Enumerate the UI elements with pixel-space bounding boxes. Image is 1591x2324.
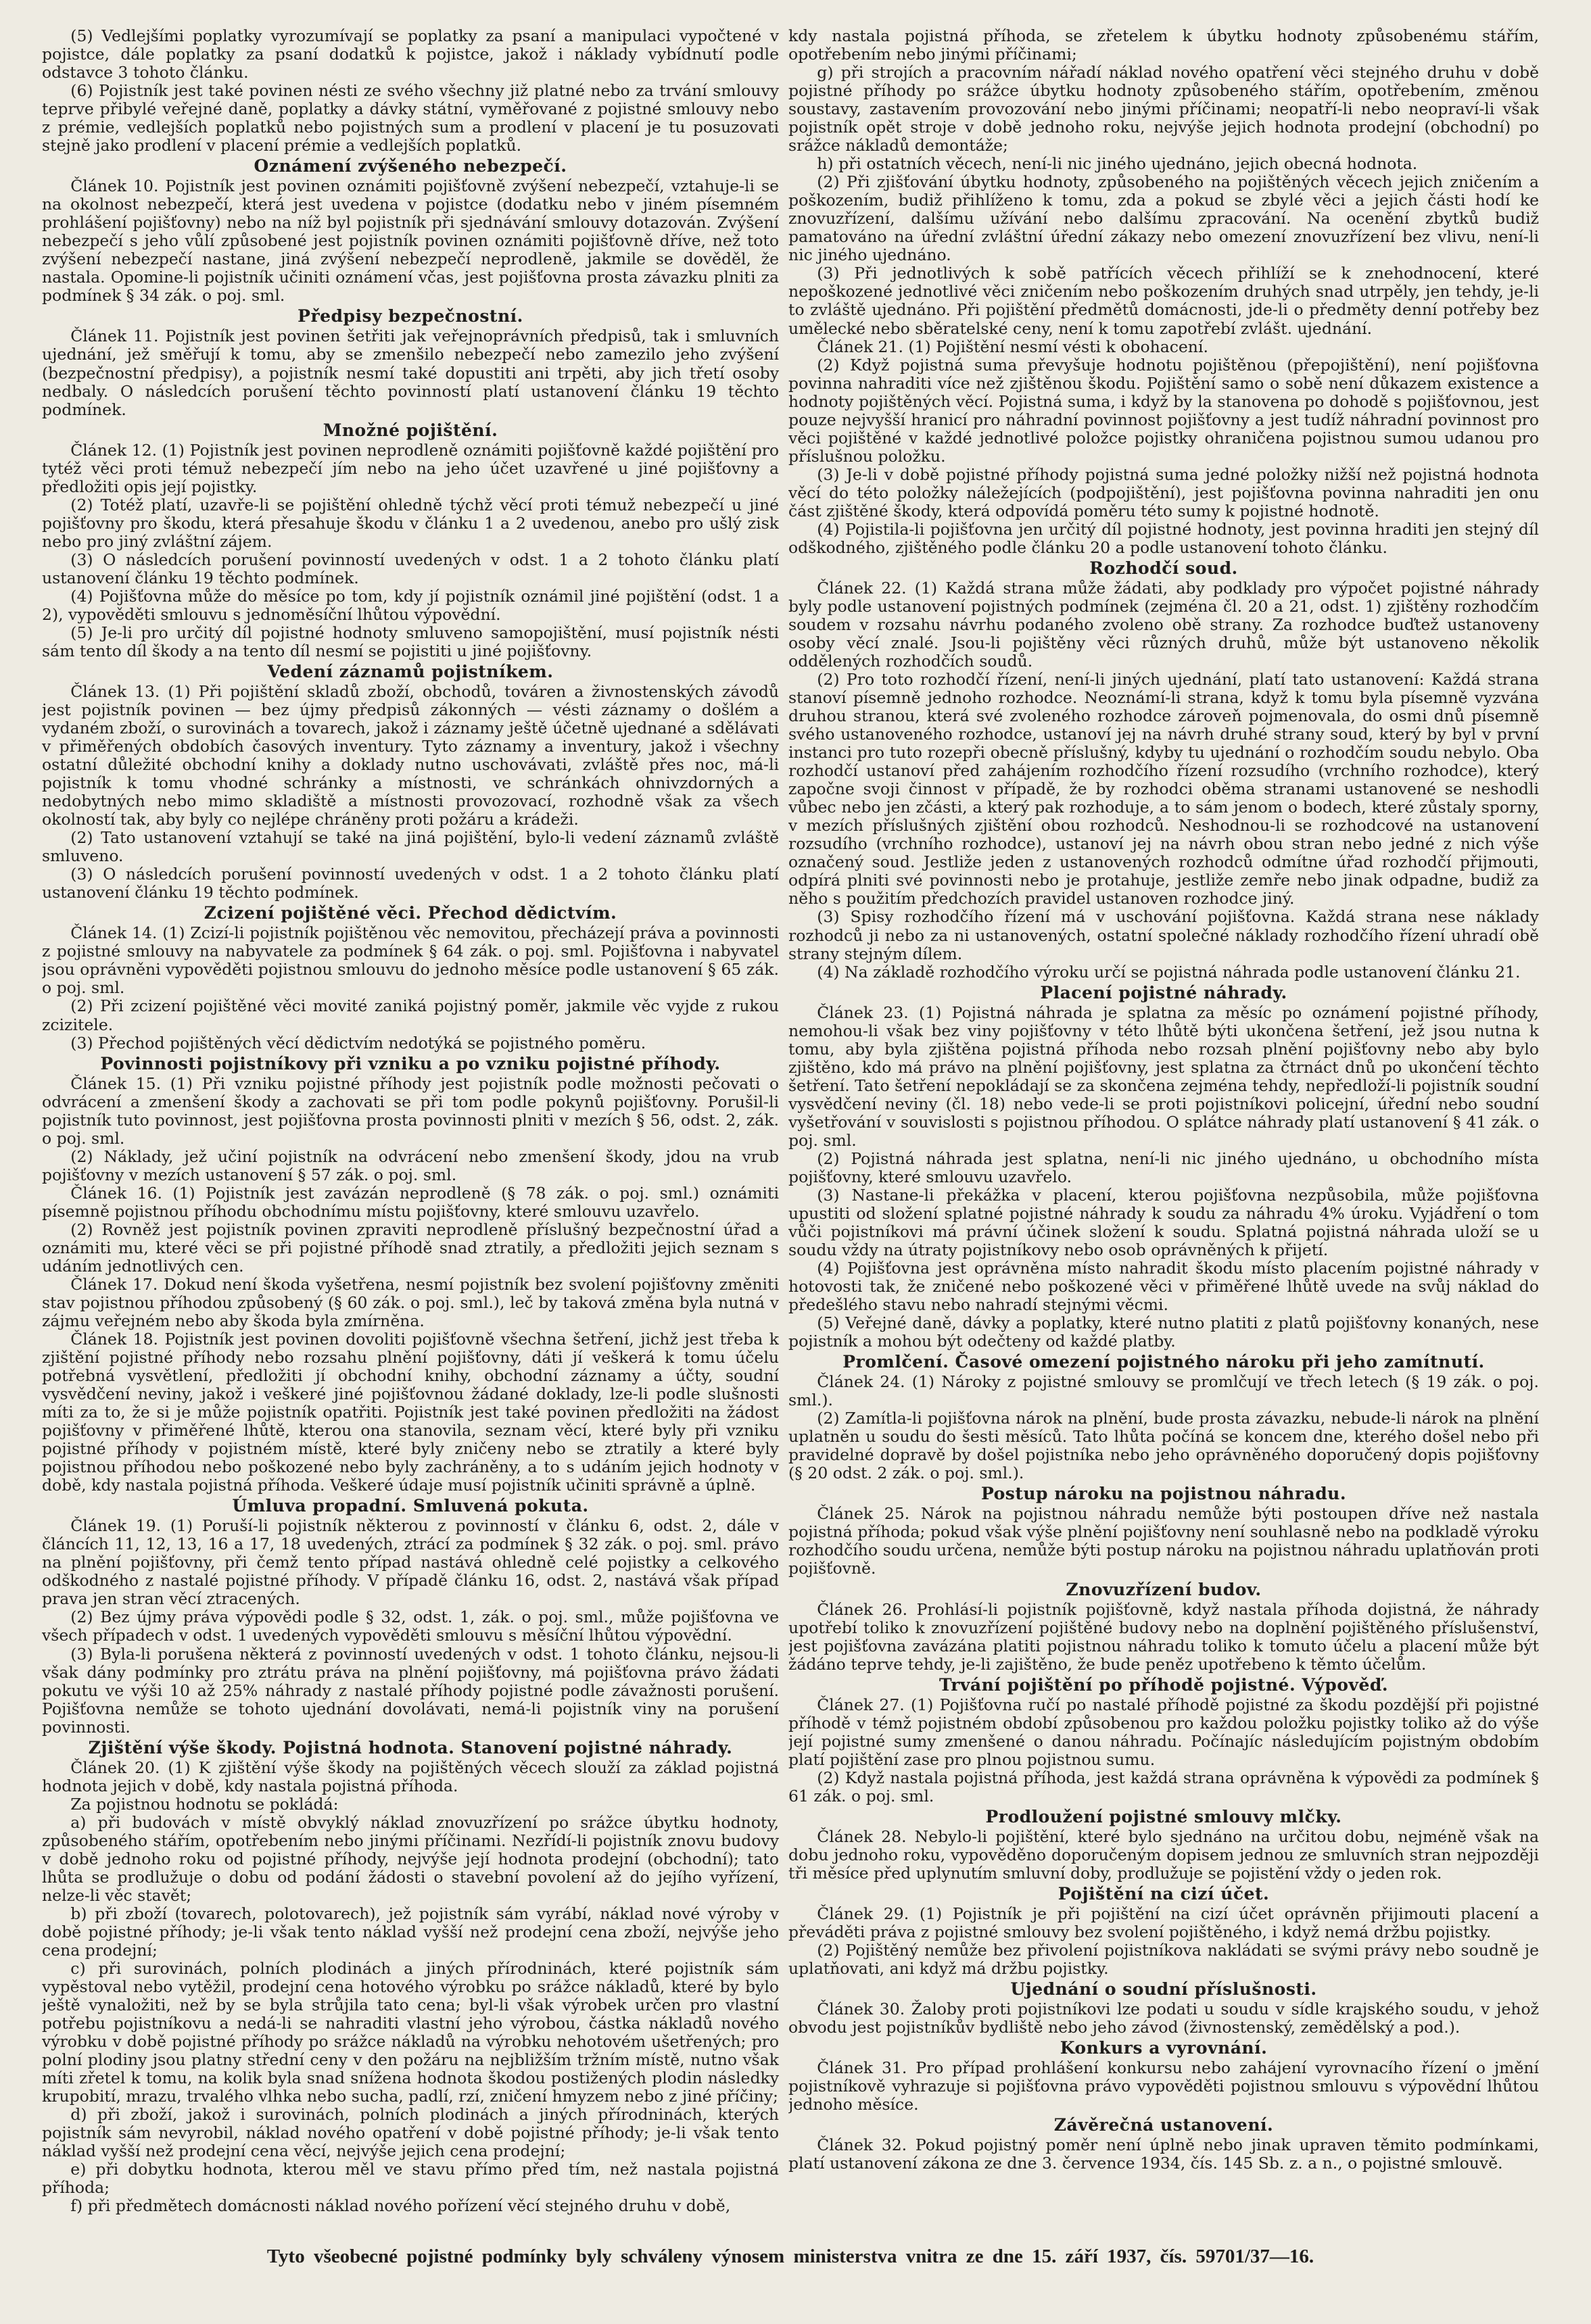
paragraph: a) při budovách v místě obvyklý náklad znovuzřízení po srážce úbytku hodnoty, způsobeného stářím, opotřebením nebo jinými příčinami. Nezřídí-li pojistník znovu budovy v době jednoho roku od pojistné příhody, nejvýše její hodnota prodejní (obchodní); tato lhůta se prodlužuje o dobu od podání žádosti o stavební povolení až do jejího vyřízení, nelze-li věc stavět; [42, 1812, 779, 1905]
paragraph: (4) Pojišťovna jest oprávněna místo nahradit škodu místo placením pojistné náhrady v hotovosti tak, že zničené nebo poškozené věci v přiměřené lhůtě uvede na svůj náklad do předešlého stavu nebo nahradí stejnými věcmi. [788, 1259, 1539, 1315]
paragraph: f) při předmětech domácnosti náklad nového pořízení věcí stejného druhu v době, [70, 2196, 731, 2216]
paragraph: Článek 26. Prohlásí-li pojistník pojišťovně, když nastala příhoda dojistná, že náhrady upotřebí toliko k znovuzřízení pojištěné budovy nebo na doplnění pojištěného příslušenství, jest pojišťovna zavázána platiti pojistnou náhradu toliko k tomuto účelu a placení může být žádáno teprve tehdy, je-li zajištěno, že bude peněz upotřebeno k těmto účelům. [788, 1599, 1539, 1674]
section-heading: Množné pojištění. [323, 420, 498, 440]
paragraph: (4) Pojistila-li pojišťovna jen určitý díl pojistné hodnoty, jest povinna hraditi jen stejný díl odškodného, zjištěného podle článku 20 a podle ustanovení tohoto článku. [788, 519, 1539, 557]
section-heading: Promlčení. Časové omezení pojistného nároku při jeho zamítnutí. [842, 1352, 1485, 1372]
section-heading: Závěrečná ustanovení. [1053, 2115, 1274, 2135]
paragraph: (3) Byla-li porušena některá z povinností uvedených v odst. 1 tohoto článku, nejsou-li však dány podmínky pro ztrátu práva na plnění pojišťovny, má pojišťovna právo žádati pokutu ve výši 10 až 25% náhrady z nastalé příhody pojistné podle závažnosti porušení. Pojišťovna nemůže se tohoto ujednání dovolávati, nemá-li pojistník viny na porušení povinnosti. [42, 1644, 779, 1737]
paragraph: Článek 23. (1) Pojistná náhrada je splatna za měsíc po oznámení pojistné příhody, nemohou-li však bez viny pojišťovny v této lhůtě býti ukončena šetření, jež jsou nutna k tomu, aby byla zjištěna pojistná příhoda nebo rozsah plnění pojišťovny nebo aby bylo zjištěno, kdo má právo na plnění pojišťovny, jest splatna za čtrnáct dnů po ukončení těchto šetření. Tato šetření nepokládají se za skončena zejména tehdy, nepředloží-li pojistník soudní vysvědčení neviny (čl. 18) nebo vede-li se proti pojistníkovi policejní, úřední nebo soudní vyšetřování v souvislosti s pojistnou příhodou. O splátce náhrady platí ustanovení § 41 zák. o poj. sml. [788, 1002, 1539, 1150]
section-heading: Znovuzřízení budov. [1066, 1579, 1262, 1599]
paragraph: (4) Pojišťovna může do měsíce po tom, kdy jí pojistník oznámil jiné pojištění (odst. 1 a 2), vypověděti smlouvu s jednoměsíční lhůtou výpovědní. [42, 586, 779, 624]
section-heading: Oznámení zvýšeného nebezpečí. [254, 156, 567, 176]
section-heading: Konkurs a vyrovnání. [1060, 2038, 1268, 2058]
paragraph: (2) Když pojistná suma převyšuje hodnotu pojištěnou (přepojištění), není pojišťovna povinna nahraditi více než zjištěnou škodu. Pojištění samo o sobě není důkazem existence a hodnoty pojištěných věcí. Pojistná suma, i když by la stanovena po dohodě s pojišťovnou, jest pouze nejvyšší hranicí pro náhradní povinnost pojišťovny a jest tudíž náhradní povinnost pro věci pojištěné v každé jednotlivé položce pojistky ohraničena pojistnou sumou udanou pro příslušnou položku. [788, 355, 1539, 466]
paragraph: (2) Totéž platí, uzavře-li se pojištění ohledně týchž věcí proti témuž nebezpečí u jiné pojišťovny pro škodu, která přesahuje škodu v článku 1 a 2 uvedenou, anebo pro ušlý zisk nebo pro jiný zvláštní zájem. [42, 495, 779, 551]
paragraph: (5) Veřejné daně, dávky a poplatky, které nutno platiti z platů pojišťovny konaných, nese pojistník a mohou být odečteny od každé platby. [788, 1313, 1539, 1351]
section-heading: Placení pojistné náhrady. [1040, 982, 1287, 1002]
paragraph: (3) O následcích porušení povinností uvedených v odst. 1 a 2 tohoto článku platí ustanovení článku 19 těchto podmínek. [42, 865, 779, 902]
section-heading: Vedení záznamů pojistníkem. [267, 661, 554, 681]
section-heading: Povinnosti pojistníkovy při vzniku a po vzniku pojistné příhody. [100, 1053, 721, 1073]
paragraph: Za pojistnou hodnotu se pokládá: [70, 1794, 339, 1814]
paragraph: (2) Pojištěný nemůže bez přivolení pojistníkova nakládati se svými právy nebo soudně je uplatňovati, ani když má držbu pojistky. [788, 1940, 1539, 1978]
paragraph: (2) Při zjišťování úbytku hodnoty, způsobeného na pojištěných věcech jejich zničením a poškozením, budiž přihlíženo k tomu, zda a pokud se zbylé věci a jejich části hodí ke znovuzřízení, dalšímu užívání nebo dalšímu zpracování. Na ocenění zbytků budiž pamatováno na úřední zvláštní úřední zákazy nebo omezení znovuzřízení bez vlivu, není-li nic jiného ujednáno. [788, 172, 1539, 265]
paragraph: Článek 25. Nárok na pojistnou náhradu nemůže býti postoupen dříve než nastala pojistná příhoda; pokud však výše plnění pojišťovny není souhlasně nebo na podkladě výroku rozhodčího soudu určena, nemůže býti postup nároku na pojistnou náhradu uplatňován proti pojišťovně. [788, 1504, 1539, 1578]
paragraph: Článek 24. (1) Nároky z pojistné smlouvy se promlčují ve třech letech (§ 19 zák. o poj. sml.). [788, 1372, 1539, 1410]
paragraph: (2) Zamítla-li pojišťovna nárok na plnění, bude prosta závazku, nebude-li nárok na plnění uplatněn u soudu do šesti měsíců. Tato lhůta počíná se koncem dne, kterého došel nebo při pravidelné dopravě by došel pojistníka nebo jeho oprávněného doporučený dopis pojišťovny (§ 20 odst. 2 zák. o poj. sml.). [788, 1409, 1539, 1483]
paragraph: Článek 27. (1) Pojišťovna ručí po nastalé příhodě pojistné za škodu pozdější při pojistné příhodě v témž pojistném období způsobenou pro každou položku pojistky toliko až do výše její pojistné sumy zmenšené o danou náhradu. Počínajíc následujícím pojistným obdobím platí pojištění zase pro plnou pojistnou sumu. [788, 1695, 1539, 1769]
paragraph: Článek 30. Žaloby proti pojistníkovi lze podati u soudu v sídle krajského soudu, v jehož obvodu jest pojistníkův bydliště nebo jeho závod (živnostenský, zemědělský a pod.). [788, 2000, 1539, 2037]
paragraph: Článek 15. (1) Při vzniku pojistné příhody jest pojistník podle možnosti pečovati o odvrácení a zmenšení škody a zachovati se při tom podle pokynů pojišťovny. Porušil-li pojistník tuto povinnost, jest pojišťovna prosta povinnosti plniti v mezích § 56, odst. 2, zák. o poj. sml. [42, 1073, 779, 1148]
paragraph: Článek 10. Pojistník jest povinen oznámiti pojišťovně zvýšení nebezpečí, vztahuje-li se na okolnost nebezpečí, která jest uvedena v pojistce (dodatku nebo v jiném písemném prohlášení pojišťovny) nebo na níž byl pojistník při sjednávání smlouvy dotazován. Zvýšení nebezpečí s jeho vůlí způsobené jest pojistník povinen oznámiti pojišťovně dříve, než toto zvýšení nebezpečí nastane, jiná zvýšení nebezpečí neprodleně, jakmile se dověděl, že nastala. Opomine-li pojistník učiniti oznámení včas, jest pojišťovna prosta závazku plniti za podmínek § 34 zák. o poj. sml. [42, 176, 779, 306]
paragraph: Článek 31. Pro případ prohlášení konkursu nebo zahájení vyrovnacího řízení o jmění pojistníkově vyhrazuje si pojišťovna právo vypověděti pojistnou smlouvu s výpovědní lhůtou jednoho měsíce. [788, 2058, 1539, 2114]
paragraph: (2) Pojistná náhrada jest splatna, není-li nic jiného ujednáno, u obchodního místa pojišťovny, které smlouvu uzavřelo. [788, 1148, 1539, 1186]
section-heading: Zcizení pojištěné věci. Přechod dědictvím. [204, 903, 617, 923]
paragraph: (4) Na základě rozhodčího výroku určí se pojistná náhrada podle ustanovení článku 21. [817, 962, 1521, 982]
paragraph: Článek 20. (1) K zjištění výše škody na pojištěných věcech slouží za základ pojistná hodnota jejich v době, kdy nastala pojistná příhoda. [42, 1758, 779, 1795]
approval-footer: Tyto všeobecné pojistné podmínky byly schváleny výnosem ministerstva vnitra ze dne 15. září 1937, čís. 59701/37—16. [266, 2246, 1314, 2267]
paragraph: (5) Vedlejšími poplatky vyrozumívají se poplatky za psaní a manipulaci vypočtené v pojistce, dále poplatky za psaní dodatků k pojistce, jakož i náklady vybídnutí podle odstavce 3 tohoto článku. [42, 27, 779, 82]
paragraph: (3) Přechod pojištěných věcí dědictvím nedotýká se pojistného poměru. [70, 1033, 646, 1052]
paragraph: Článek 11. Pojistník jest povinen šetřiti jak veřejnoprávních předpisů, tak i smluvních ujednání, jež směřují k tomu, aby se zmenšilo nebezpečí nebo zamezilo jeho zvýšení (bezpečnostní předpisy), a pojistník nesmí také dopustiti ani trpěti, aby jich třetí osoby nedbaly. O následcích porušení těchto povinností platí ustanovení článku 19 těchto podmínek. [42, 326, 779, 419]
paragraph: d) při zboží, jakož i surovinách, polních plodinách a jiných přírodninách, kterých pojistník sám nevyrobil, náklad nového opatření v době pojistné příhody; je-li však tento náklad vyšší než prodejní cena věcí, nejvýše jejich cena prodejní; [42, 2105, 779, 2161]
paragraph: Článek 29. (1) Pojistník je při pojištění na cizí účet oprávněn přijimouti placení a převáděti práva z pojistné smlouvy bez svolení pojištěného, i když nemá držbu pojistky. [788, 1904, 1539, 1941]
paragraph: (3) Je-li v době pojistné příhody pojistná suma jedné položky nižší než pojistná hodnota věcí do této položky náležejících (podpojištění), jest pojišťovna povinna nahraditi jen onu část zjištěné škody, která odpovídá poměru této sumy k pojistné hodnotě. [788, 464, 1539, 521]
paragraph: Článek 12. (1) Pojistník jest povinen neprodleně oznámiti pojišťovně každé pojištění pro tytéž věci proti témuž nebezpečí jím nebo na jeho účet uzavřené u jiné pojišťovny a předložiti opis její pojistky. [42, 440, 779, 496]
paragraph: Článek 19. (1) Poruší-li pojistník některou z povinností v článku 6, odst. 2, dále v článcích 11, 12, 13, 16 a 17, 18 uvedených, ztrácí za podmínek § 32 zák. o poj. sml. právo na plnění pojišťovny, při čemž tento případ nastává ohledně celé pojistky a celkového odškodného z nastalé pojistné příhody. V případě článku 16, odst. 2, nastává však případ prava jen stran věcí ztracených. [42, 1516, 779, 1609]
section-heading: Rozhodčí soud. [1089, 558, 1238, 578]
paragraph: (3) Při jednotlivých k sobě patřících věcech přihlíží se k znehodnocení, které nepoškozené jednotlivé věci zničením nebo poškozením druhých snad utrpěly, jen tehdy, je-li to zvláště ujednáno. Při pojištění předmětů domácnosti, jde-li o předměty denní potřeby bez umělecké nebo sběratelské ceny, není k tomu zapotřebí zvlášt. ujednání. [788, 264, 1539, 338]
section-heading: Trvání pojištění po příhodě pojistné. Výpověď. [939, 1674, 1389, 1695]
paragraph: c) při surovinách, polních plodinách a jiných přírodninách, které pojistník sám vypěstoval nebo vytěžil, prodejní cena hotového výrobku po srážce nákladů, které by bylo ještě vynaložiti, než by se byla strůjila tato cena; byl-li však výrobek určen pro vlastní potřebu pojistníkovu a nedá-li se nahraditi vlastní jeho výrobou, částka nákladů nového výrobku v době pojistné příhody po srážce nákladů na výrobku nehotovém ušetřených; pro polní plodiny jsou platny střední ceny v den požáru na nejbližším tržním místě, nutno však míti zřetel k tomu, na kolik byla snad snížena hodnota škodou postižených plodin následky krupobití, mrazu, trvalého vlhka nebo sucha, padlí, rzí, zničení hmyzem nebo z jiné příčiny; [42, 1959, 779, 2106]
paragraph: Článek 22. (1) Každá strana může žádati, aby podklady pro výpočet pojistné náhrady byly podle ustanovení pojistných podmínek (zejména čl. 20 a 21, odst. 1) zjištěny rozhodčím soudem v rozsahu návrhu podaného zvoleno obě strany. Za rozhodce buďtež ustanoveny osoby věcí znalé. Jsou-li pojištěny věci různých druhů, může být ustanoveno několik oddělených rozhodčích soudů. [788, 578, 1539, 671]
paragraph: (2) Když nastala pojistná příhoda, jest každá strana oprávněna k výpovědi za podmínek § 61 zák. o poj. sml. [788, 1768, 1539, 1806]
section-heading: Ujednání o soudní příslušnosti. [1010, 1979, 1317, 2000]
paragraph: Článek 28. Nebylo-li pojištění, které bylo sjednáno na určitou dobu, nejméně však na dobu jednoho roku, vypověděno doporučeným dopisem jednou ze smluvních stran nejpozději tři měsíce před uplynutím smluvní doby, prodlužuje se pojistění vždy o jeden rok. [788, 1826, 1539, 1883]
paragraph: (6) Pojistník jest také povinen nésti ze svého všechny již platné nebo za trvání smlouvy teprve přibylé veřejné daně, poplatky a dávky státní, vyměřované z pojistné smlouvy nebo z prémie, vedlejších poplatků nebo pojistných sum a prodlení v placení je tu posuzovati stejně jako prodlení v placení prémie a vedlejších poplatků. [42, 81, 779, 155]
section-heading: Úmluva propadní. Smluvená pokuta. [232, 1496, 589, 1516]
paragraph: b) při zboží (tovarech, polotovarech), jež pojistník sám vyrábí, náklad nové výroby v době pojistné příhody; je-li však tento náklad vyšší než prodejní cena zboží, nejvýše jeho cena prodejní; [42, 1904, 779, 1960]
paragraph: (2) Pro toto rozhodčí řízení, není-li jiných ujednání, platí tato ustanovení: Každá strana stanoví písemně jednoho rozhodce. Neoznámí-li strana, když k tomu byla písemně vyzvána druhou stranou, která své zvoleného rozhodce zároveň pojmenovala, do osmi dnů písemně svého ustanoveného rozhodce, ustanoví jej na návrh druhé strany soud, který by byl v první instanci pro tuto rozepři obecně příslušný, kdyby tu ujednání o rozhodčím soudu nebylo. Oba rozhodčí ustanoví před zahájením rozhodčího řízení rozsudího (vrchního rozhodce), který započne svoji činnost v případě, že by rozhodci oběma stranami ustanovené se neshodli vůbec nebo jen zčásti, a který pak rozhoduje, a to sám jenom o bodech, které zůstaly sporny, v mezích příslušných zjištění obou rozhodců. Neshodnou-li se rozhodcové na ustanovení rozsudího (vrchního rozhodce), ustanoví jej na návrh obou stran nebo jedné z nich výše označený soud. Jestliže jeden z ustanovených rozhodců odmítne úřad rozhodčí přijmouti, odpírá plniti své povinnosti nebo je protahuje, jestliže zemře nebo jinak odpadne, budiž za něho s použitím předchozích pravidel ustanoven rozhodce jiný. [788, 670, 1539, 909]
paragraph: (3) Nastane-li překážka v placení, kterou pojišťovna nezpůsobila, může pojišťovna upustiti od složení splatné pojistné náhrady k soudu za náhradu 4% úroku. Vyjádření o tom vůči pojistníkovi má právní účinek složení k soudu. Splatná pojistná náhrada uloží se u soudu vždy na útraty pojistníkovy nebo osob oprávněných k přijetí. [788, 1185, 1539, 1259]
paragraph: g) při strojích a pracovním nářadí náklad nového opatření věci stejného druhu v době pojistné příhody po srážce úbytku hodnoty způsobeného stářím, opotřebením, změnou soustavy, zastavením provozování nebo jinými příčinami; neopatří-li nebo neopraví-li však pojistník opět stroje v době jednoho roku, nejvýše jejich hodnota prodejní (obchodní) po srážce nákladů demontáže; [788, 63, 1539, 155]
paragraph: Článek 14. (1) Zcizí-li pojistník pojištěnou věc nemovitou, přecházejí práva a povinnosti z pojistné smlouvy na nabyvatele za podmínek § 64 zák. o poj. sml. Pojišťovna i nabyvatel jsou oprávněni vypověděti pojistnou smlouvu do jednoho měsíce podle ustanovení § 65 zák. o poj. sml. [42, 923, 779, 998]
paragraph: (3) O následcích porušení povinností uvedených v odst. 1 a 2 tohoto článku platí ustanovení článku 19 těchto podmínek. [42, 550, 779, 587]
paragraph: (5) Je-li pro určitý díl pojistné hodnoty smluveno samopojištění, musí pojistník nésti sám tento díl škody a na tento díl nesmí se pojistiti u jiné pojišťovny. [42, 623, 779, 660]
paragraph: (2) Rovněž jest pojistník povinen zpraviti neprodleně příslušný bezpečnostní úřad a oznámiti mu, které věci se při pojistné příhodě snad ztratily, a předložiti jejich seznam s udáním jednotlivých cen. [42, 1219, 779, 1276]
paragraph: (2) Náklady, jež učiní pojistník na odvrácení nebo zmenšení škody, jdou na vrub pojišťovny v mezích ustanovení § 57 zák. o poj. sml. [42, 1146, 779, 1184]
paragraph: e) při dobytku hodnota, kterou měl ve stavu přímo před tím, než nastala pojistná příhoda; [42, 2160, 779, 2198]
left-text-column [42, 27, 779, 2224]
section-heading: Prodloužení pojistné smlouvy mlčky. [985, 1806, 1342, 1826]
paragraph: Článek 32. Pokud pojistný poměr není úplně nebo jinak upraven těmito podmínkami, platí ustanovení zákona ze dne 3. července 1934, čís. 145 Sb. z. a n., o pojistné smlouvě. [788, 2135, 1539, 2173]
paragraph: Článek 13. (1) Při pojištění skladů zboží, obchodů, továren a živnostenských závodů jest pojistník povinen — bez újmy předpisů zákonných — vésti záznamy o došlém a vydaném zboží, o surovinách a tovarech, jakož i záznamy ještě účetně ujednané a sdělávati v přiměřených obdobích časových inventury. Tyto záznamy a inventury, jakož i všechny ostatní důležité obchodní knihy a doklady nutno uschovávati, zvláště přes noc, má-li pojistník k tomu vhodné schránky a místnosti, ve schránkách ohnivzdorných a nedobytných nebo mimo skladiště a místnosti provozovací, rozhodně však za všech okolností tak, aby byly co nejlépe chráněny proti požáru a krádeži. [42, 681, 779, 829]
section-heading: Zjištění výše škody. Pojistná hodnota. Stanovení pojistné náhrady. [88, 1737, 733, 1758]
paragraph: Článek 16. (1) Pojistník jest zavázán neprodleně (§ 78 zák. o poj. sml.) oznámiti písemně pojistnou příhodu obchodnímu místu pojišťovny, které smlouvu uzavřelo. [42, 1183, 779, 1221]
paragraph: h) při ostatních věcech, není-li nic jiného ujednáno, jejich obecná hodnota. [817, 154, 1418, 174]
paragraph: Článek 18. Pojistník jest povinen dovoliti pojišťovně všechna šetření, jichž jest třeba k zjištění pojistné příhody nebo rozsahu plnění pojišťovny, dáti jí veškerá k tomu účelu potřebná vysvětlení, předložiti jí obchodní knihy, obchodní záznamy a účty, soudní vysvědčení neviny, jakož i veškeré jiné pojišťovnou žádané doklady, lze-li podle slušnosti míti za to, že si je může pojistník opatřiti. Pojistník jest také povinen předložiti na žádost pojišťovny v přiměřené lhůtě, kterou ona stanovila, seznam věcí, které byly při vzniku pojistné příhody v pojistném místě, které byly zničeny nebo se ztratily a které byly pojistnou příhodou nebo poškozené nebo byly zachráněny, a to s udáním jejich hodnoty v době, kdy nastala pojistná příhoda. Veškeré údaje musí pojistník učiniti správně a úplně. [42, 1330, 779, 1495]
paragraph: (2) Tato ustanovení vztahují se také na jiná pojištění, bylo-li vedení záznamů zvláště smluveno. [42, 828, 779, 866]
section-heading: Postup nároku na pojistnou náhradu. [980, 1484, 1347, 1504]
paragraph-continuation: kdy nastala pojistná příhoda, se zřetelem k úbytku hodnoty způsobenému stářím, opotřebením nebo jinými příčinami; [788, 27, 1539, 64]
paragraph: (2) Při zcizení pojištěné věci movité zaniká pojistný poměr, jakmile věc vyjde z rukou zcizitele. [42, 996, 779, 1034]
right-text-column [788, 27, 1539, 2224]
paragraph: (2) Bez újmy práva výpovědi podle § 32, odst. 1, zák. o poj. sml., může pojišťovna ve všech případech v odst. 1 uvedených vypověděti smlouvu s měsíční lhůtou výpovědní. [42, 1607, 779, 1645]
paragraph: (3) Spisy rozhodčího řízení má v uschování pojišťovna. Každá strana nese náklady rozhodců ji nebo za ni ustanovených, ostatní společné náklady rozhodčího řízení uhradí obě strany stejným dílem. [788, 907, 1539, 963]
paragraph: Článek 17. Dokud není škoda vyšetřena, nesmí pojistník bez svolení pojišťovny změniti stav pojistnou příhodou způsobený (§ 60 zák. o poj. sml.), leč by taková změna byla nutná v zájmu veřejném nebo aby škoda byla zmírněna. [42, 1274, 779, 1330]
paragraph: Článek 21. (1) Pojištění nesmí vésti k obohacení. [817, 337, 1208, 356]
section-heading: Předpisy bezpečnostní. [298, 306, 523, 326]
section-heading: Pojištění na cizí účet. [1058, 1883, 1270, 1904]
